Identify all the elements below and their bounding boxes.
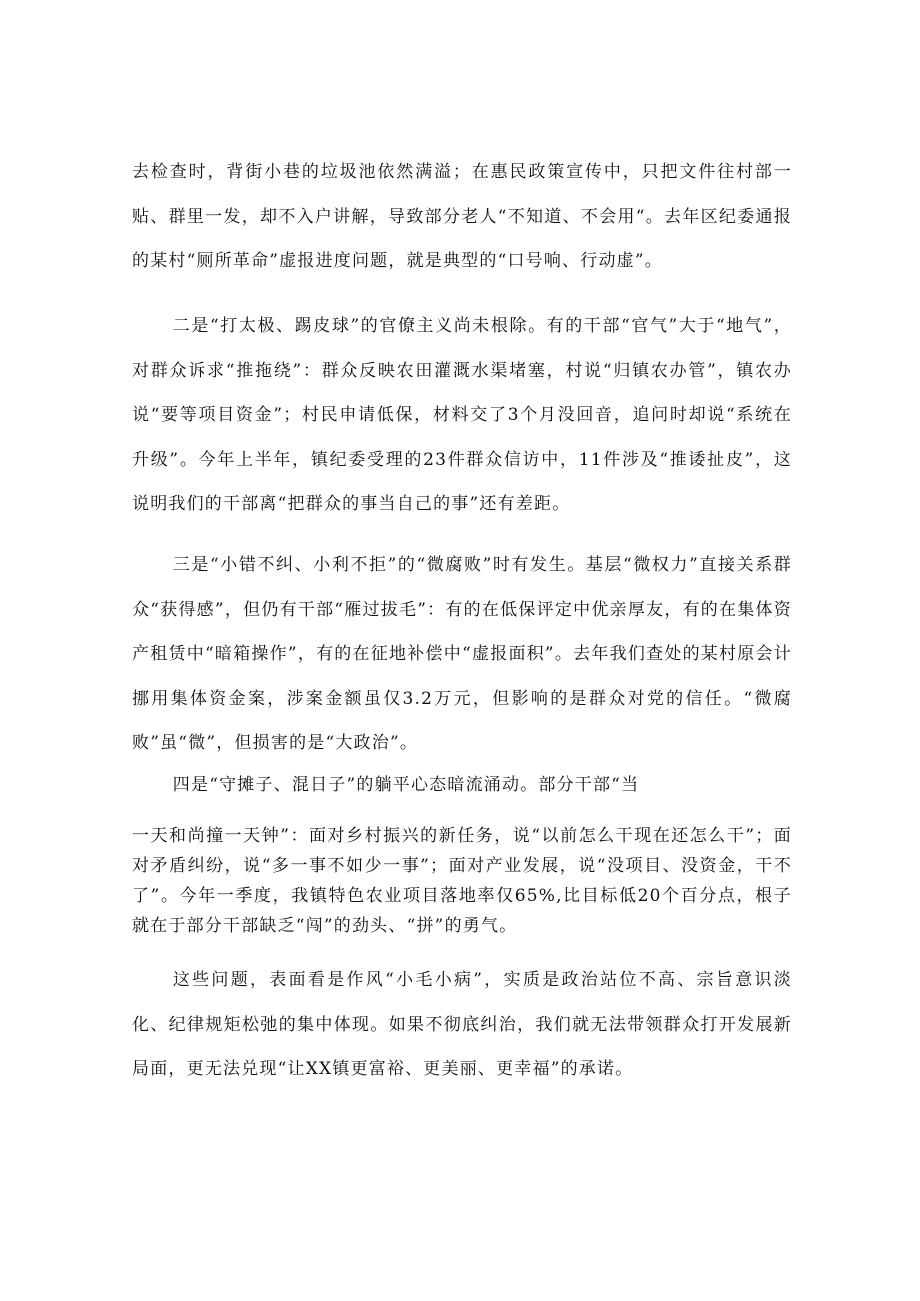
paragraph-micro-corruption: 三是“小错不纠、小利不拒”的“微腐败”时有发生。基层“微权力”直接关系群众“获得感”，但仍有干部“雁过拔毛”：有的在低保评定中优亲厚友，有的在集体资产租赁中“暗箱操作”，有的在征地补偿中“虚报面积”。去年我们查处的某村原会计挪用集体资金案，涉案金额虽仅3.2万元，但影响的是群众对党的信任。“微腐败”虽“微”，但损害的是“大政治”。 <box>132 555 792 753</box>
paragraph-lying-flat-body: 一天和尚撞一天钟”：面对乡村振兴的新任务，说“以前怎么干现在还怎么干”；面对矛盾纠纷，说“多一事不如少一事”；面对产业发展，说“没项目、没资金，干不了”。今年一季度，我镇特色农业项目落地率仅65%,比目标低20个百分点，根子就在于部分干部缺乏“闯”的劲头、“拼”的勇气。 <box>132 826 792 936</box>
paragraph-bureaucratism: 二是“打太极、踢皮球”的官僚主义尚未根除。有的干部“官气”大于“地气”，对群众诉求“推拖绕”：群众反映农田灌溉水渠堵塞，村说“归镇农办管”，镇农办说“要等项目资金”；村民申请低保，材料交了3个月没回音，追问时却说“系统在升级”。今年上半年，镇纪委受理的23件群众信访中，11件涉及“推诿扯皮”，这说明我们的干部离“把群众的事当自己的事”还有差距。 <box>132 316 792 514</box>
paragraph-summary: 这些问题，表面看是作风“小毛小病”，实质是政治站位不高、宗旨意识淡化、纪律规矩松弛的集中体现。如果不彻底纠治，我们就无法带领群众打开发展新局面，更无法兑现“让XX镇更富裕、更美丽、更幸福”的承诺。 <box>132 970 792 1079</box>
paragraph-continuation: 去检查时，背街小巷的垃圾池依然满溢；在惠民政策宣传中，只把文件往村部一贴、群里一发，却不入户讲解，导致部分老人“不知道、不会用“。去年区纪委通报的某村“厕所革命”虚报进度问题，就是典型的“口号响、行动虚”。 <box>132 162 792 271</box>
paragraph-lying-flat-start: 四是“守摊子、混日子”的躺平心态暗流涌动。部分干部“当 <box>172 775 640 795</box>
